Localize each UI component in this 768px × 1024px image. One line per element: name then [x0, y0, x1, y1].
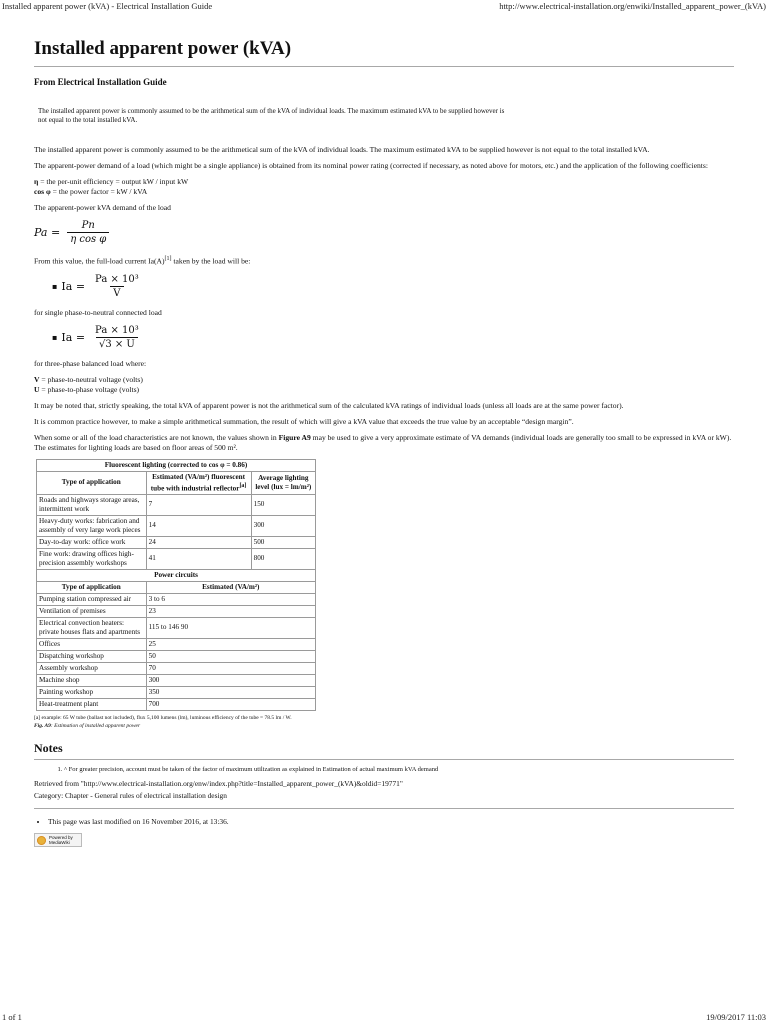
article — [34, 34, 734, 850]
summary-text: The installed apparent power is commonly assumed to be the arithmetical sum of the kVA of individual loads. The maximum estimated kVA to be supplied however is not equal to the total installed kVA. — [38, 107, 505, 124]
eta-symbol: η — [34, 177, 39, 186]
last-modified: • This page was last modified on 16 November 2016, at 13:36. — [48, 817, 734, 826]
definition-v — [34, 375, 734, 385]
bullet-icon: ▪ — [52, 332, 58, 342]
formula-ia-three-numerator: Pa × 10³ — [95, 324, 139, 336]
cell-type: Roads and highways storage areas, intermittent work — [37, 494, 147, 515]
figure-caption — [34, 723, 734, 729]
fluorescent-col-type: Type of application — [37, 471, 147, 494]
cell-va: 7 — [146, 494, 251, 515]
note-item[interactable]: 1. ^ For greater precision, account must be taken of the factor of maximum utilization as explained in Estimation of actual maximum kVA demand — [64, 766, 734, 773]
retrieved-from[interactable]: Retrieved from "http://www.electrical-installation.org/enw/index.php?title=Installed_apparent_power_(kVA)&oldid=19771" — [34, 778, 403, 788]
arithmetic-note: It may be noted that, strictly speaking, the total kVA of apparent power is not the arithmetical sum of the calculated kVA ratings of individual loads (unless all loads are at the same power factor). — [34, 400, 624, 410]
formula-pa-lhs: Pa = — [34, 226, 61, 239]
figure-caption-text: : Estimation of installed apparent power — [50, 722, 141, 729]
fluorescent-section-title: Fluorescent lighting (corrected to cos φ = 0.86) — [37, 459, 316, 471]
page-number: 1 of 1 — [2, 1012, 22, 1022]
definition-u — [34, 385, 734, 395]
kva-demand-label: The apparent-power kVA demand of the load — [34, 203, 171, 212]
formula-pa — [34, 219, 734, 246]
powered-by-mediawiki-badge[interactable] — [34, 833, 82, 847]
fluorescent-row — [37, 536, 316, 548]
full-load-current-text-end: taken by the load will be: — [171, 256, 251, 266]
estimate-text-end: may be used to give a very approximate estimate of VA demands (individual loads are generally too small to be expressed in kVA or kW). The estimates for lighting loads are based on floor areas of 500 m². — [34, 432, 732, 452]
bullet-icon: ▪ — [52, 281, 58, 291]
fluorescent-row — [37, 548, 316, 569]
cell-lux: 300 — [251, 515, 315, 536]
print-footer — [0, 1010, 768, 1024]
cell-type: Assembly workshop — [37, 662, 147, 674]
page-subtitle: From Electrical Installation Guide — [34, 77, 167, 87]
fluorescent-col-va — [146, 471, 251, 494]
fluorescent-col-lux: Average lighting level (lux = lm/m²) — [251, 471, 315, 494]
intro-paragraph: The installed apparent power is commonly assumed to be the arithmetical sum of the kVA of individual loads. The maximum estimated kVA to be supplied however is not equal to the total installed kVA. — [34, 145, 650, 154]
footnote-ref-a[interactable]: [a] — [34, 714, 41, 721]
formula-ia-three-lhs: Ia = — [61, 330, 86, 344]
cell-type: Pumping station compressed air — [37, 593, 147, 605]
cell-lux: 500 — [251, 536, 315, 548]
notes-heading: Notes — [34, 741, 734, 760]
power-section-title: Power circuits — [37, 569, 316, 581]
fluorescent-row — [37, 515, 316, 536]
cell-type: Fine work: drawing offices high-precision assembly workshops — [37, 548, 147, 569]
cell-va: 23 — [146, 605, 315, 617]
power-row — [37, 593, 316, 605]
cell-va: 115 to 146 90 — [146, 617, 315, 638]
formula-pa-numerator: Pn — [81, 220, 95, 231]
design-margin-note: It is common practice however, to make a simple arithmetical summation, the result of which will give a kVA value that exceeds the true value by an acceptable “design margin”. — [34, 416, 574, 426]
cell-va: 24 — [146, 536, 251, 548]
coefficients-intro: The apparent-power demand of a load (which might be a single appliance) is obtained from its nominal power rating (corrected if necessary, as noted above for motors, etc.) and the application of the following coefficients: — [34, 161, 708, 170]
cell-va: 3 to 6 — [146, 593, 315, 605]
fluorescent-row — [37, 494, 316, 515]
cell-va: 70 — [146, 662, 315, 674]
cell-va: 700 — [146, 698, 315, 710]
footer-info — [34, 817, 734, 826]
u-symbol: U — [34, 384, 40, 394]
cell-lux: 800 — [251, 548, 315, 569]
cell-va: 300 — [146, 674, 315, 686]
estimate-text: When some or all of the load characteristics are not known, the values shown in — [34, 432, 279, 442]
print-header-url[interactable]: http://www.electrical-installation.org/enwiki/Installed_apparent_power_(kVA) — [499, 1, 766, 11]
formula-ia-single — [52, 273, 734, 300]
cell-type: Ventilation of premises — [37, 605, 147, 617]
formula-ia-single-numerator: Pa × 10³ — [95, 273, 139, 285]
reference-link-1[interactable]: [1] — [164, 256, 172, 262]
cell-va: 50 — [146, 650, 315, 662]
formula-ia-three — [52, 324, 734, 351]
power-row — [37, 686, 316, 698]
notes-list — [34, 766, 734, 773]
formula-ia-single-fraction — [92, 273, 142, 300]
cell-type: Electrical convection heaters: private houses flats and apartments — [37, 617, 147, 638]
cell-va: 41 — [146, 548, 251, 569]
eta-definition: = the per-unit efficiency = output kW / input kW — [38, 177, 189, 186]
cell-type: Heavy-duty works: fabrication and assembly of very large work pieces — [37, 515, 147, 536]
page-title: Installed apparent power (kVA) — [34, 34, 734, 67]
formula-ia-single-denominator: V — [110, 286, 123, 300]
cell-type: Machine shop — [37, 674, 147, 686]
coefficient-list — [34, 177, 734, 197]
u-definition: = phase-to-phase voltage (volts) — [39, 384, 140, 394]
formula-ia-single-lhs: Ia = — [61, 279, 86, 293]
power-col-type: Type of application — [37, 581, 147, 593]
estimate-paragraph — [34, 433, 734, 453]
power-row — [37, 605, 316, 617]
mediawiki-sunflower-icon — [37, 836, 46, 845]
power-row — [37, 650, 316, 662]
v-symbol: V — [34, 374, 40, 384]
print-header-title: Installed apparent power (kVA) - Electrical Installation Guide — [2, 1, 213, 11]
cell-va: 25 — [146, 638, 315, 650]
power-row — [37, 662, 316, 674]
cell-type: Heat-treatment plant — [37, 698, 147, 710]
print-header — [0, 0, 768, 12]
cos-definition: = the power factor = kW / kVA — [50, 187, 148, 196]
cell-type: Dispatching workshop — [37, 650, 147, 662]
cell-type: Day-to-day work: office work — [37, 536, 147, 548]
single-phase-note: for single phase-to-neutral connected load — [34, 307, 162, 317]
coefficient-eta — [34, 177, 734, 187]
power-row — [37, 698, 316, 710]
three-phase-note: for three-phase balanced load where: — [34, 358, 147, 368]
cell-lux: 150 — [251, 494, 315, 515]
power-row — [37, 617, 316, 638]
estimation-table — [36, 459, 316, 711]
full-load-current-text: From this value, the full-load current Ia(A) — [34, 256, 165, 266]
full-load-current-paragraph — [34, 254, 734, 267]
cell-type: Offices — [37, 638, 147, 650]
cell-va: 14 — [146, 515, 251, 536]
figure-label: Fig. A9 — [34, 722, 51, 729]
table-footnote — [34, 715, 734, 721]
power-row — [37, 638, 316, 650]
power-col-va: Estimated (VA/m²) — [146, 581, 315, 593]
formula-ia-three-denominator: √3 × U — [96, 337, 138, 351]
badge-label: Powered by MediaWiki — [49, 835, 73, 846]
figure-a9-link[interactable]: Figure A9 — [278, 432, 311, 442]
power-row — [37, 674, 316, 686]
v-definition: = phase-to-neutral voltage (volts) — [39, 374, 143, 384]
cos-symbol: cos φ — [34, 187, 51, 196]
fluorescent-col-va-label: Estimated (VA/m²) fluorescent tube with industrial reflector — [150, 472, 246, 492]
formula-ia-three-fraction — [92, 324, 142, 351]
voltage-definitions — [34, 375, 734, 395]
formula-pa-denominator: η cos φ — [70, 234, 107, 245]
cell-type: Painting workshop — [37, 686, 147, 698]
footnote-link-a[interactable]: [a] — [239, 482, 247, 489]
print-datetime: 19/09/2017 11:03 — [706, 1012, 766, 1022]
cell-va: 350 — [146, 686, 315, 698]
formula-pa-fraction — [67, 219, 109, 246]
divider — [34, 808, 734, 809]
coefficient-cos — [34, 187, 734, 197]
footnote-text: example: 65 W tube (ballast not included), flux 5,100 lumens (lm), luminous efficiency of the tube = 78.5 lm / W. — [40, 714, 292, 721]
category-link[interactable]: Category: Chapter - General rules of electrical installation design — [34, 790, 227, 800]
